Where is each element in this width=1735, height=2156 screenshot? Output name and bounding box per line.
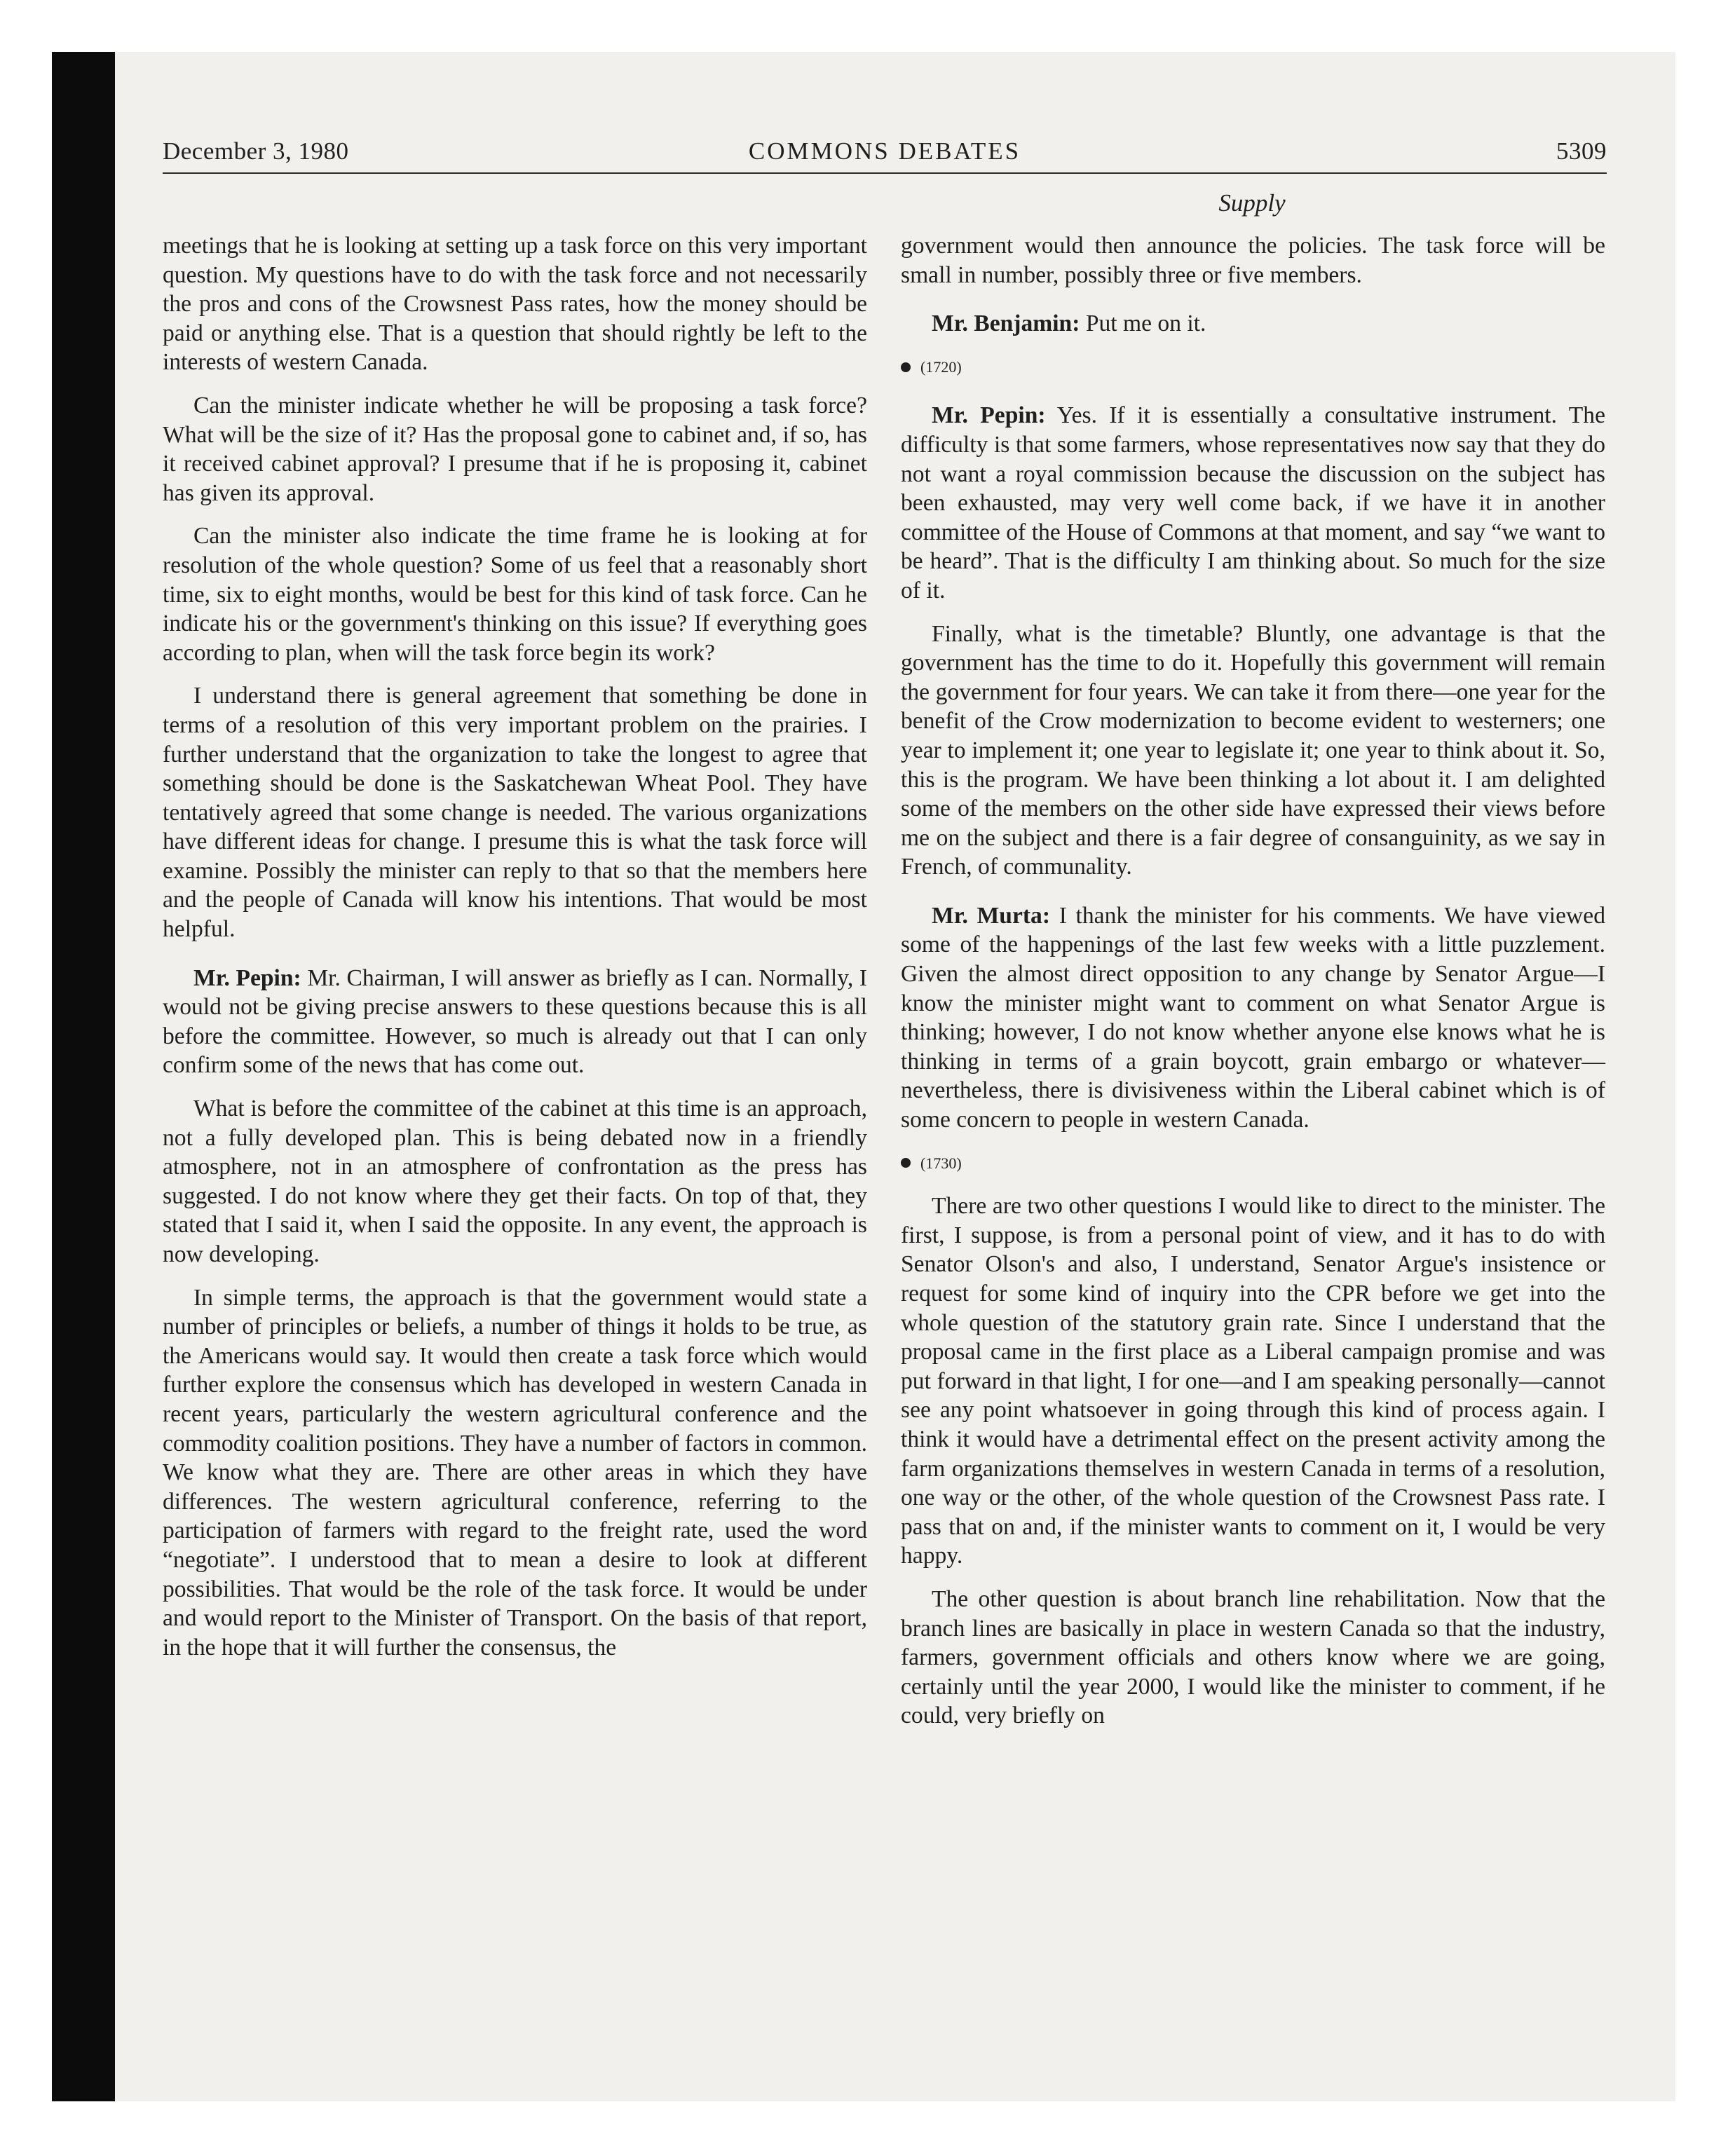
header-page-number: 5309 xyxy=(1556,137,1607,165)
speech-paragraph xyxy=(901,401,1605,605)
speech-text: Yes. If it is essentially a consultative instrument. The difficulty is that some farmers, whose representatives now say that they do not want a royal commission because the discussion on the subject has been exhausted, may very well come back, if we have it in another committee of the House of Commons at that moment, and say “we want to be heard”. That is the difficulty I am thinking about. So much for the size of it. xyxy=(901,402,1605,603)
paragraph: The other question is about branch line rehabilitation. Now that the branch lines are basically in place in western Canada so that the industry, farmers, government officials and others know where we are going, certainly until the year 2000, I would like the minister to comment, if he could, very briefly on xyxy=(901,1585,1605,1729)
paragraph: I understand there is general agreement that something be done in terms of a resolution of this very important problem on the prairies. I further understand that the organization to take the longest to agree that something should be done is the Saskatchewan Wheat Pool. They have tentatively agreed that some change is needed. The various organizations have different ideas for change. I presume this is what the task force will examine. Possibly the minister can reply to that so that the members here and the people of Canada will know his intentions. That would be most helpful. xyxy=(163,683,867,943)
header-rule xyxy=(163,172,1607,174)
speaker-name: Mr. Benjamin: xyxy=(932,311,1080,337)
scan-binding-edge xyxy=(52,52,115,2101)
speech-paragraph xyxy=(901,901,1605,1135)
paragraph: In simple terms, the approach is that the government would state a number of principles or beliefs, a number of things it holds to be true, as the Americans would say. It would then create a task force which would further explore the consensus which has developed in western Canada in recent years, particularly the western agricultural conference and the commodity coalition positions. They have a number of factors in common. We know what they are. There are other areas in which they have differences. The western agricultural conference, referring to the participation of farmers with regard to the freight rate, used the word “negotiate”. I understood that to mean a desire to look at different possibilities. That would be the role of the task force. It would be under and would report to the Minister of Transport. On the basis of that report, in the hope that it will further the consensus, the xyxy=(163,1284,867,1660)
speaker-name: Mr. Pepin: xyxy=(193,964,301,991)
time-marker xyxy=(901,353,1605,382)
speech-paragraph xyxy=(163,964,867,1080)
speech-text: I thank the minister for his comments. We have viewed some of the happenings of the last few weeks with a little puzzlement. Given the almost direct opposition to any change by Senator Argue—I know the minister might want to comment on what Senator Argue is thinking; however, I do not know whether anyone else knows what he is thinking in terms of a grain boycott, grain embargo or whatever—nevertheless, there is divisiveness within the Liberal cabinet which is of some concern to people in western Canada. xyxy=(901,902,1605,1133)
paragraph: What is before the committee of the cabinet at this time is an approach, not a fully developed plan. This is being debated now in a friendly atmosphere, not in an atmosphere of confrontation as the press has suggested. I do not know where they get their facts. On top of that, they stated that I said it, when I said the opposite. In any event, the approach is now developing. xyxy=(163,1096,867,1267)
paragraph: Can the minister also indicate the time frame he is looking at for resolution of the whole question? Some of us feel that a reasonably short time, six to eight months, would be best for this kind of task force. Can he indicate his or the government's thinking on this issue? If everything goes according to plan, when will the task force begin its work? xyxy=(163,523,867,666)
paragraph: There are two other questions I would like to direct to the minister. The first, I suppose, is from a personal point of view, and it has to do with Senator Olson's and also, I understand, Senator Argue's insistence or request for some kind of inquiry into the CPR before we get into the whole question of the statutory grain rate. Since I understand that the proposal came in the first place as a Liberal campaign promise and was put forward in that light, I for one—and I am speaking personally—cannot see any point whatsoever in going through this kind of process again. I think it would have a detrimental effect on the present activity among the farm organizations themselves in western Canada in terms of a resolution, one way or the other, of the whole question of the Crowsnest Pass rate. I pass that on and, if the minister wants to comment on it, I would be very happy. xyxy=(901,1193,1605,1569)
paragraph: Finally, what is the timetable? Bluntly, one advantage is that the government has the time to do it. Hopefully this government will remain the government for four years. We can take it from there—one year for the benefit of the Crow modernization to become evident to westerners; one year to implement it; one year to legislate it; one year to think about it. So, this is the program. We have been thinking a lot about it. I am delighted some of the members on the other side have expressed their views before me on the subject and there is a fair degree of consanguinity, as we say in French, of communality. xyxy=(901,620,1605,880)
left-column xyxy=(163,231,867,1676)
timestamp: (1730) xyxy=(920,1154,962,1172)
paragraph: meetings that he is looking at setting up a task force on this very important question. My questions have to do with the task force and not necessarily the pros and cons of the Crowsnest Pass rates, how the money should be paid or anything else. That is a question that should rightly be left to the interests of western Canada. xyxy=(163,233,867,376)
time-marker xyxy=(901,1149,1605,1178)
header-date: December 3, 1980 xyxy=(163,137,349,165)
paragraph: government would then announce the policies. The task force will be small in number, possibly three or five members. xyxy=(901,233,1605,288)
speaker-name: Mr. Pepin: xyxy=(932,402,1046,429)
header-title: COMMONS DEBATES xyxy=(748,137,1021,165)
speech-paragraph xyxy=(901,309,1605,339)
right-column xyxy=(901,231,1605,1745)
speech-text: Mr. Chairman, I will answer as briefly as I can. Normally, I would not be giving precise answers to these questions because this is all before the committee. However, so much is already out that I can only confirm some of the news that has come out. xyxy=(163,964,867,1079)
timestamp: (1720) xyxy=(920,357,962,376)
speaker-name: Mr. Murta: xyxy=(932,902,1051,929)
section-title: Supply xyxy=(1218,189,1286,217)
page-header xyxy=(163,137,1607,172)
paragraph: Can the minister indicate whether he will be proposing a task force? What will be the size of it? Has the proposal gone to cabinet and, if so, has it received cabinet approval? I presume that if he is proposing it, cabinet has given its approval. xyxy=(163,392,867,506)
speech-text: Put me on it. xyxy=(1085,311,1206,337)
bullet-icon xyxy=(901,1158,911,1168)
bullet-icon xyxy=(901,362,911,372)
